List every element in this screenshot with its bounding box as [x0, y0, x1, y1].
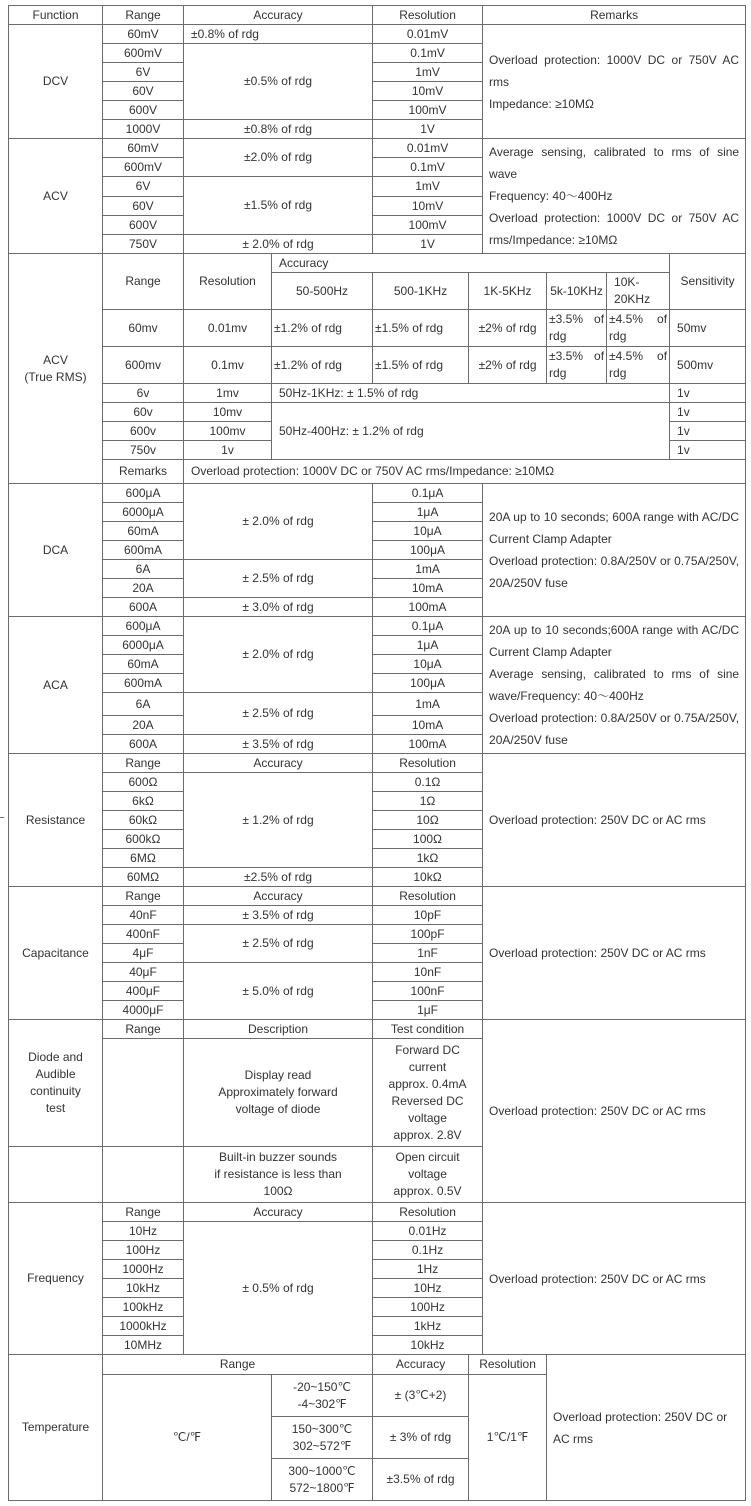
- header-row: [9, 6, 746, 25]
- acvt-range: 750v: [103, 441, 184, 460]
- dca-range: 60mA: [103, 522, 184, 541]
- resistance-range: 600kΩ: [103, 830, 184, 849]
- aca-range: 6A: [103, 693, 184, 716]
- acvt-accuracy: 50Hz-1KHz: ± 1.5% of rdg: [272, 384, 670, 403]
- header-remarks: Remarks: [483, 6, 746, 25]
- dcv-accuracy: ±0.8% of rdg: [184, 25, 373, 44]
- frequency-remarks: Overload protection: 250V DC or AC rms: [483, 1203, 746, 1355]
- capacitance-range: 400μF: [103, 982, 184, 1001]
- diode-remarks: Overload protection: 250V DC or AC rms: [483, 1020, 746, 1203]
- continuity-range: [103, 1147, 184, 1203]
- capacitance-accuracy: ± 2.5% of rdg: [184, 925, 373, 963]
- temperature-resolution: 1℃/1℉: [469, 1375, 547, 1501]
- acvt-resolution: 1v: [184, 441, 272, 460]
- dca-resolution: 1mA: [373, 560, 483, 579]
- frequency-resolution: 0.01Hz: [373, 1222, 483, 1241]
- dcv-resolution: 0.1mV: [373, 44, 483, 63]
- resistance-header-accuracy: Accuracy: [184, 754, 373, 773]
- acv-range: 60V: [103, 197, 184, 216]
- dcv-resolution: 100mV: [373, 101, 483, 120]
- dca-resolution: 0.1μA: [373, 484, 483, 503]
- resistance-range: 60MΩ: [103, 868, 184, 887]
- resistance-resolution: 0.1Ω: [373, 773, 483, 792]
- capacitance-accuracy: ± 3.5% of rdg: [184, 906, 373, 925]
- dca-row: [9, 484, 746, 503]
- acv-range: 600mV: [103, 158, 184, 177]
- temperature-subrange: 300~1000℃ 572~1800℉: [272, 1459, 373, 1501]
- resistance-remarks: Overload protection: 250V DC or AC rms: [483, 754, 746, 887]
- header-resolution: Resolution: [373, 6, 483, 25]
- diode-header-condition: Test condition: [373, 1020, 483, 1039]
- continuity-condition: Open circuit voltage approx. 0.5V: [373, 1147, 483, 1203]
- aca-range: 20A: [103, 716, 184, 735]
- temperature-remarks: Overload protection: 250V DC or AC rms: [547, 1355, 746, 1501]
- aca-resolution: 0.1μA: [373, 617, 483, 636]
- acvt-accuracy: ±1.2% of rdg: [272, 347, 373, 384]
- acvt-header-row: [9, 254, 746, 273]
- acvt-row: [9, 384, 746, 403]
- acvt-range: 600v: [103, 422, 184, 441]
- acv-resolution: 1V: [373, 235, 483, 254]
- aca-range: 6000μA: [103, 636, 184, 655]
- temperature-header-row: [9, 1355, 746, 1375]
- frequency-header-resolution: Resolution: [373, 1203, 483, 1222]
- dca-resolution: 100μA: [373, 541, 483, 560]
- acvt-accuracy: ±4.5% of rdg: [607, 347, 670, 384]
- diode-range: [103, 1039, 184, 1147]
- dca-remarks: 20A up to 10 seconds; 600A range with AC/DC Current Clamp Adapter Overload protection: 0.8A/250V or 0.75A/250V, 20A/250V fuse: [483, 484, 746, 617]
- resistance-resolution: 1kΩ: [373, 849, 483, 868]
- acvt-row: [9, 347, 746, 384]
- frequency-resolution: 1Hz: [373, 1260, 483, 1279]
- frequency-resolution: 10Hz: [373, 1279, 483, 1298]
- resistance-range: 600Ω: [103, 773, 184, 792]
- acvt-band: 500-1KHz: [373, 273, 469, 310]
- temperature-header-resolution: Resolution: [469, 1355, 547, 1375]
- aca-accuracy: ± 3.5% of rdg: [184, 735, 373, 754]
- dcv-function: DCV: [9, 25, 103, 139]
- diode-header-description: Description: [184, 1020, 373, 1039]
- acvt-sensitivity: 50mv: [670, 310, 746, 347]
- header-accuracy: Accuracy: [184, 6, 373, 25]
- dca-range: 600mA: [103, 541, 184, 560]
- capacitance-resolution: 100pF: [373, 925, 483, 944]
- capacitance-resolution: 1μF: [373, 1001, 483, 1020]
- acvt-accuracy: 50Hz-400Hz: ± 1.2% of rdg: [272, 403, 670, 460]
- capacitance-range: 400nF: [103, 925, 184, 944]
- frequency-header-row: [9, 1203, 746, 1222]
- acvt-sensitivity: 1v: [670, 441, 746, 460]
- resistance-resolution: 10kΩ: [373, 868, 483, 887]
- temperature-function: Temperature: [9, 1355, 103, 1501]
- dca-accuracy: ± 3.0% of rdg: [184, 598, 373, 617]
- remarks-text: Overload protection: 1000V DC or 750V AC rms/Impedance: ≥10MΩ: [184, 460, 746, 484]
- acv-row: [9, 139, 746, 158]
- resistance-range: 6kΩ: [103, 792, 184, 811]
- frequency-range: 100kHz: [103, 1298, 184, 1317]
- capacitance-resolution: 1nF: [373, 944, 483, 963]
- acv-resolution: 100mV: [373, 216, 483, 235]
- acvt-sensitivity: 1v: [670, 403, 746, 422]
- temperature-accuracy: ± (3℃+2): [373, 1375, 469, 1417]
- dca-resolution: 10μA: [373, 522, 483, 541]
- dcv-range: 1000V: [103, 120, 184, 139]
- acvt-range: 60v: [103, 403, 184, 422]
- aca-accuracy: ± 2.0% of rdg: [184, 617, 373, 693]
- dcv-accuracy: ±0.8% of rdg: [184, 120, 373, 139]
- acvt-accuracy: ±4.5% of rdg: [607, 310, 670, 347]
- acvt-band: 50-500Hz: [272, 273, 373, 310]
- resistance-resolution: 10Ω: [373, 811, 483, 830]
- aca-range: 600A: [103, 735, 184, 754]
- temperature-header-accuracy: Accuracy: [373, 1355, 469, 1375]
- acv-accuracy: ±2.0% of rdg: [184, 139, 373, 177]
- acvt-accuracy: ±3.5% of rdg: [547, 310, 607, 347]
- aca-row: [9, 617, 746, 636]
- capacitance-range: 4000μF: [103, 1001, 184, 1020]
- acvt-resolution: 0.1mv: [184, 347, 272, 384]
- dcv-range: 60V: [103, 82, 184, 101]
- dcv-range: 6V: [103, 63, 184, 82]
- acvt-accuracy: ±1.5% of rdg: [373, 310, 469, 347]
- dca-range: 600A: [103, 598, 184, 617]
- acvt-band: 10K- 20KHz: [607, 273, 670, 310]
- aca-range: 600mA: [103, 674, 184, 693]
- temperature-header-range: Range: [103, 1355, 373, 1375]
- aca-resolution: 100mA: [373, 735, 483, 754]
- acvt-accuracy: ±1.2% of rdg: [272, 310, 373, 347]
- acvt-accuracy: ±2% of rdg: [469, 347, 547, 384]
- dcv-range: 600V: [103, 101, 184, 120]
- capacitance-function: Capacitance: [9, 887, 103, 1020]
- resistance-resolution: 1Ω: [373, 792, 483, 811]
- dcv-resolution: 10mV: [373, 82, 483, 101]
- frequency-function: Frequency: [9, 1203, 103, 1355]
- acvt-band: 5k-10KHz: [547, 273, 607, 310]
- acvt-header-resolution: Resolution: [184, 254, 272, 310]
- acvt-resolution: 100mv: [184, 422, 272, 441]
- acvt-accuracy: ±1.5% of rdg: [373, 347, 469, 384]
- remarks-row: [9, 460, 746, 484]
- acvt-function: ACV (True RMS): [9, 254, 103, 484]
- acvt-row: [9, 310, 746, 347]
- resistance-resolution: 100Ω: [373, 830, 483, 849]
- dcv-resolution: 0.01mV: [373, 25, 483, 44]
- acv-range: 600V: [103, 216, 184, 235]
- resistance-header-resolution: Resolution: [373, 754, 483, 773]
- capacitance-range: 40μF: [103, 963, 184, 982]
- capacitance-resolution: 10nF: [373, 963, 483, 982]
- specification-table: [8, 5, 746, 1501]
- acvt-resolution: 1mv: [184, 384, 272, 403]
- temperature-unit: ℃/℉: [103, 1375, 272, 1501]
- frequency-header-range: Range: [103, 1203, 184, 1222]
- acv-resolution: 10mV: [373, 197, 483, 216]
- diode-header-row: [9, 1020, 746, 1039]
- acv-resolution: 0.01mV: [373, 139, 483, 158]
- acv-range: 750V: [103, 235, 184, 254]
- capacitance-resolution: 10pF: [373, 906, 483, 925]
- dcv-remarks: Overload protection: 1000V DC or 750V AC rms Impedance: ≥10MΩ: [483, 25, 746, 139]
- frequency-resolution: 1kHz: [373, 1317, 483, 1336]
- resistance-range: 60kΩ: [103, 811, 184, 830]
- frequency-accuracy: ± 0.5% of rdg: [184, 1222, 373, 1355]
- frequency-range: 10Hz: [103, 1222, 184, 1241]
- resistance-header-row: [9, 754, 746, 773]
- capacitance-header-range: Range: [103, 887, 184, 906]
- aca-range: 60mA: [103, 655, 184, 674]
- resistance-function: Resistance: [9, 754, 103, 887]
- acv-remarks: Average sensing, calibrated to rms of sine wave Frequency: 40～400Hz Overload protection: 1000V DC or 750V AC rms/Impedance: ≥10MΩ: [483, 139, 746, 254]
- resistance-accuracy: ±2.5% of rdg: [184, 868, 373, 887]
- aca-remarks: 20A up to 10 seconds;600A range with AC/DC Current Clamp Adapter Average sensing, calibrated to rms of sine wave/Frequency: 40～400Hz Overload protection: 0.8A/250V or 0.75A/250V, 20A/250V fuse: [483, 617, 746, 754]
- acvt-header-sensitivity: Sensitivity: [670, 254, 746, 310]
- acv-range: 6V: [103, 177, 184, 197]
- header-range: Range: [103, 6, 184, 25]
- dca-resolution: 1μA: [373, 503, 483, 522]
- acvt-header-range: Range: [103, 254, 184, 310]
- acvt-header-accuracy: Accuracy: [272, 254, 670, 273]
- dca-range: 6000μA: [103, 503, 184, 522]
- remarks-label: Remarks: [103, 460, 184, 484]
- dcv-range: 600mV: [103, 44, 184, 63]
- acv-accuracy: ±1.5% of rdg: [184, 177, 373, 235]
- frequency-resolution: 10kHz: [373, 1336, 483, 1355]
- frequency-range: 10kHz: [103, 1279, 184, 1298]
- aca-resolution: 10μA: [373, 655, 483, 674]
- dca-resolution: 100mA: [373, 598, 483, 617]
- frequency-resolution: 0.1Hz: [373, 1241, 483, 1260]
- continuity-function: [9, 1147, 103, 1203]
- capacitance-range: 40nF: [103, 906, 184, 925]
- acvt-range: 60mv: [103, 310, 184, 347]
- dcv-accuracy: ±0.5% of rdg: [184, 44, 373, 120]
- frequency-range: 10MHz: [103, 1336, 184, 1355]
- acvt-accuracy: ±3.5% of rdg: [547, 347, 607, 384]
- capacitance-resolution: 100nF: [373, 982, 483, 1001]
- acvt-resolution: 10mv: [184, 403, 272, 422]
- capacitance-header-accuracy: Accuracy: [184, 887, 373, 906]
- acvt-resolution: 0.01mv: [184, 310, 272, 347]
- continuity-description: Built-in buzzer sounds if resistance is less than 100Ω: [184, 1147, 373, 1203]
- acv-accuracy: ± 2.0% of rdg: [184, 235, 373, 254]
- diode-header-range: Range: [103, 1020, 184, 1039]
- capacitance-header-row: [9, 887, 746, 906]
- aca-accuracy: ± 2.5% of rdg: [184, 693, 373, 735]
- acvt-band: 1K-5KHz: [469, 273, 547, 310]
- dcv-range: 60mV: [103, 25, 184, 44]
- dcv-row: [9, 25, 746, 44]
- acv-range: 60mV: [103, 139, 184, 158]
- frequency-range: 100Hz: [103, 1241, 184, 1260]
- acv-resolution: 1mV: [373, 177, 483, 197]
- capacitance-header-resolution: Resolution: [373, 887, 483, 906]
- aca-range: 600μA: [103, 617, 184, 636]
- aca-resolution: 10mA: [373, 716, 483, 735]
- acvt-accuracy: ±2% of rdg: [469, 310, 547, 347]
- frequency-header-accuracy: Accuracy: [184, 1203, 373, 1222]
- dcv-resolution: 1V: [373, 120, 483, 139]
- dca-accuracy: ± 2.0% of rdg: [184, 484, 373, 560]
- edge-mark: [0, 817, 4, 818]
- dca-function: DCA: [9, 484, 103, 617]
- diode-function: Diode and Audible continuity test: [9, 1020, 103, 1147]
- temperature-accuracy: ±3.5% of rdg: [373, 1459, 469, 1501]
- diode-description: Display read Approximately forward voltage of diode: [184, 1039, 373, 1147]
- aca-resolution: 1μA: [373, 636, 483, 655]
- capacitance-accuracy: ± 5.0% of rdg: [184, 963, 373, 1020]
- capacitance-remarks: Overload protection: 250V DC or AC rms: [483, 887, 746, 1020]
- diode-condition: Forward DC current approx. 0.4mA Reversed DC voltage approx. 2.8V: [373, 1039, 483, 1147]
- resistance-range: 6MΩ: [103, 849, 184, 868]
- temperature-accuracy: ± 3% of rdg: [373, 1417, 469, 1459]
- dca-range: 6A: [103, 560, 184, 579]
- acv-resolution: 0.1mV: [373, 158, 483, 177]
- acvt-row: [9, 403, 746, 422]
- resistance-header-range: Range: [103, 754, 184, 773]
- acvt-sensitivity: 1v: [670, 422, 746, 441]
- dcv-resolution: 1mV: [373, 63, 483, 82]
- aca-function: ACA: [9, 617, 103, 754]
- frequency-resolution: 100Hz: [373, 1298, 483, 1317]
- header-function: Function: [9, 6, 103, 25]
- resistance-accuracy: ± 1.2% of rdg: [184, 773, 373, 868]
- acvt-range: 6v: [103, 384, 184, 403]
- aca-resolution: 1mA: [373, 693, 483, 716]
- dca-range: 20A: [103, 579, 184, 598]
- aca-resolution: 100μA: [373, 674, 483, 693]
- frequency-range: 1000Hz: [103, 1260, 184, 1279]
- frequency-range: 1000kHz: [103, 1317, 184, 1336]
- temperature-subrange: 150~300℃ 302~572℉: [272, 1417, 373, 1459]
- acvt-sensitivity: 1v: [670, 384, 746, 403]
- dca-resolution: 10mA: [373, 579, 483, 598]
- temperature-subrange: -20~150℃ -4~302℉: [272, 1375, 373, 1417]
- acv-function: ACV: [9, 139, 103, 254]
- dca-accuracy: ± 2.5% of rdg: [184, 560, 373, 598]
- acvt-range: 600mv: [103, 347, 184, 384]
- dca-range: 600μA: [103, 484, 184, 503]
- capacitance-range: 4μF: [103, 944, 184, 963]
- acvt-sensitivity: 500mv: [670, 347, 746, 384]
